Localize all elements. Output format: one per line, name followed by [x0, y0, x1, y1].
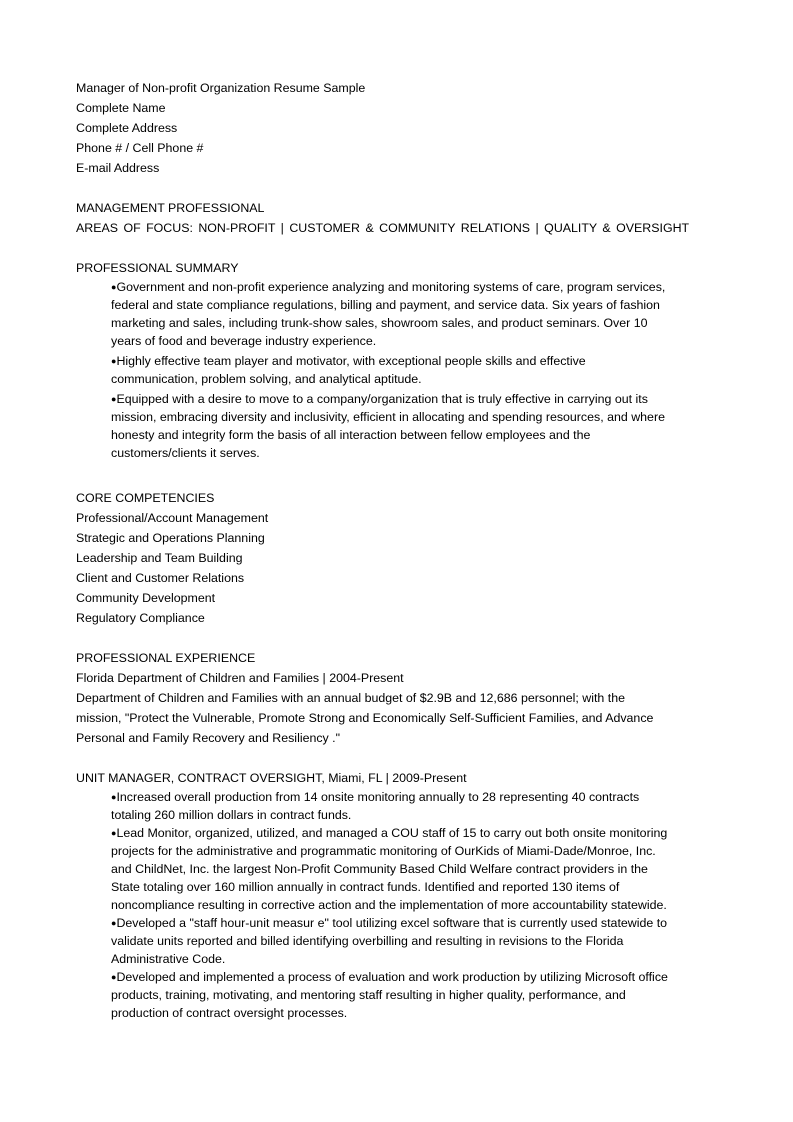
competencies-heading: CORE COMPETENCIES: [76, 491, 215, 505]
spacer: [76, 178, 716, 198]
spacer: [76, 238, 716, 258]
spacer: [76, 462, 716, 488]
summary-heading: PROFESSIONAL SUMMARY: [76, 261, 239, 275]
competency-item: Leadership and Team Building: [76, 551, 243, 565]
areas-of-focus: AREAS OF FOCUS: NON-PROFIT | CUSTOMER & COMMUNITY RELATIONS | QUALITY & OVERSIGHT: [76, 221, 690, 235]
resume-page: [76, 78, 716, 1022]
competency-item: Regulatory Compliance: [76, 611, 205, 625]
role-bullet-text: Developed and implemented a process of evaluation and work production by utilizing Microsoft office products, training, motivating, and mentoring staff resulting in higher quality, performance, and production of contract oversight processes.: [111, 970, 668, 1020]
contact-address: Complete Address: [76, 121, 178, 135]
contact-email: E-mail Address: [76, 161, 160, 175]
bullet-dot-icon: ●: [111, 792, 117, 802]
role-bullet-text: Increased overall production from 14 onsite monitoring annually to 28 representing 40 contracts totaling 260 million dollars in contract funds.: [111, 790, 640, 822]
summary-bullet-text: Highly effective team player and motivator, with exceptional people skills and effective communication, problem solving, and analytical aptitude.: [111, 354, 586, 386]
document-title: Manager of Non-profit Organization Resume Sample: [76, 81, 366, 95]
contact-phone: Phone # / Cell Phone #: [76, 141, 204, 155]
summary-bullet: [111, 352, 711, 388]
competency-item: Client and Customer Relations: [76, 571, 245, 585]
role-bullet: [111, 914, 711, 968]
contact-name: Complete Name: [76, 101, 166, 115]
spacer: [76, 628, 716, 648]
role-bullet-text: Developed a "staff hour-unit measur e" tool utilizing excel software that is currently used statewide to validate units reported and billed identifying overbilling and resulting in revisions to the Florida Administrative Code.: [111, 916, 668, 966]
summary-bullet-text: Equipped with a desire to move to a company/organization that is truly effective in carrying out its mission, embracing diversity and inclusivity, efficient in allocating and spending resources, and where honesty and integrity form the basis of all interaction between fellow employees and the customers/clients it serves.: [111, 392, 665, 460]
bullet-dot-icon: ●: [111, 828, 117, 838]
role-bullet-list: [111, 788, 711, 1022]
employer-description: Department of Children and Families with an annual budget of $2.9B and 12,686 personnel; with the mission, "Protect the Vulnerable, Promote Strong and Economically Self-Sufficient Families, and Advance Personal and Family Recovery and Resiliency .": [76, 691, 654, 745]
bullet-dot-icon: ●: [111, 356, 117, 366]
spacer: [76, 748, 716, 768]
role-bullet: [111, 824, 711, 914]
bullet-dot-icon: ●: [111, 282, 117, 292]
competency-item: Strategic and Operations Planning: [76, 531, 265, 545]
bullet-dot-icon: ●: [111, 918, 117, 928]
bullet-dot-icon: ●: [111, 394, 117, 404]
employer-line: Florida Department of Children and Families | 2004-Present: [76, 671, 404, 685]
summary-bullet: [111, 278, 711, 350]
profile-headline: MANAGEMENT PROFESSIONAL: [76, 201, 265, 215]
role-title: UNIT MANAGER, CONTRACT OVERSIGHT, Miami, FL | 2009-Present: [76, 771, 467, 785]
role-bullet: [111, 788, 711, 824]
summary-bullet: [111, 390, 711, 462]
bullet-dot-icon: ●: [111, 972, 117, 982]
competency-item: Community Development: [76, 591, 216, 605]
summary-bullet-text: Government and non-profit experience analyzing and monitoring systems of care, program services, federal and state compliance regulations, billing and payment, and service data. Six years of fashion marketing and sales, including trunk-show sales, showroom sales, and product seminars. Over 10 years of food and beverage industry experience.: [111, 280, 666, 348]
competency-item: Professional/Account Management: [76, 511, 269, 525]
summary-bullet-list: [111, 278, 711, 462]
experience-heading: PROFESSIONAL EXPERIENCE: [76, 651, 256, 665]
role-bullet: [111, 968, 711, 1022]
role-bullet-text: Lead Monitor, organized, utilized, and managed a COU staff of 15 to carry out both onsite monitoring projects for the administrative and programmatic monitoring of OurKids of Miami-Dade/Monroe, Inc. and ChildNet, Inc. the largest Non-Profit Community Based Child Welfare contract providers in the State totaling over 160 million annually in contract funds. Identified and reported 130 items of noncompliance resulting in corrective action and the implementation of more accountability statewide.: [111, 826, 668, 912]
